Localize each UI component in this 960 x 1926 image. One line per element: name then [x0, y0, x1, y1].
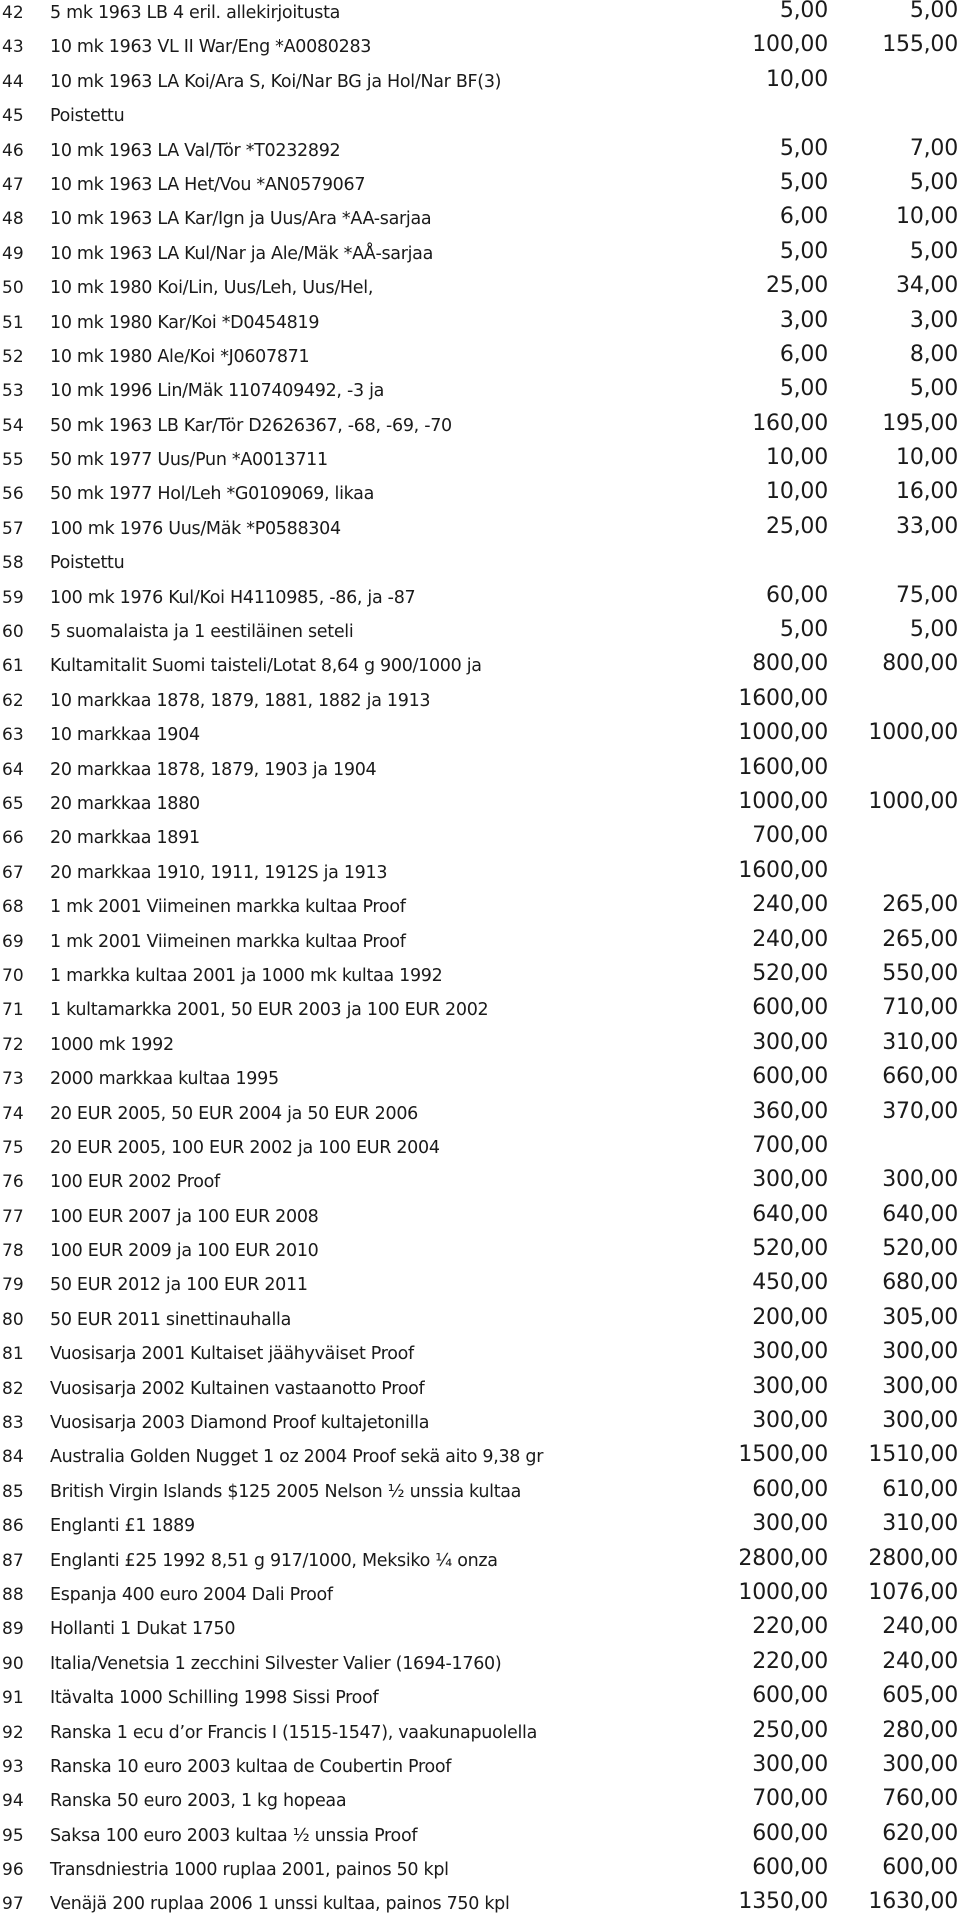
lot-estimate: 5,00: [779, 135, 828, 161]
lot-description: Australia Golden Nugget 1 oz 2004 Proof sekä aito 9,38 gr: [50, 1447, 544, 1468]
lot-estimate: 640,00: [752, 1201, 828, 1227]
table-row: [0, 34, 960, 68]
lot-description: 1 kultamarkka 2001, 50 EUR 2003 ja 100 EUR 2002: [50, 1000, 489, 1021]
lot-description: Poistettu: [50, 106, 125, 127]
lot-description: Itävalta 1000 Schilling 1998 Sissi Proof: [50, 1688, 379, 1709]
lot-estimate: 5,00: [779, 376, 828, 402]
lot-estimate: 1000,00: [738, 1579, 828, 1605]
lot-hammer-price: 300,00: [882, 1751, 958, 1777]
lot-number: 71: [2, 1000, 24, 1021]
lot-number: 77: [2, 1206, 24, 1227]
lot-hammer-price: 1076,00: [868, 1579, 958, 1605]
lot-hammer-price: 265,00: [882, 926, 958, 952]
lot-hammer-price: 300,00: [882, 1373, 958, 1399]
table-row: [0, 653, 960, 687]
lot-description: 100 EUR 2002 Proof: [50, 1172, 220, 1193]
lot-number: 97: [2, 1894, 24, 1915]
lot-description: 10 mk 1963 LA Val/Tör *T0232892: [50, 140, 341, 161]
lot-number: 96: [2, 1860, 24, 1881]
table-row: [0, 1820, 960, 1857]
lot-description: Ranska 50 euro 2003, 1 kg hopeaa: [50, 1791, 347, 1812]
lot-description: Ranska 10 euro 2003 kultaa de Coubertin Proof: [50, 1756, 452, 1777]
lot-description: 5 mk 1963 LB 4 eril. allekirjoitusta: [50, 3, 341, 23]
lot-estimate: 5,00: [779, 238, 828, 264]
lot-estimate: 1350,00: [738, 1889, 828, 1915]
lot-estimate: 6,00: [779, 204, 828, 230]
lot-number: 86: [2, 1516, 24, 1537]
lot-hammer-price: 550,00: [882, 960, 958, 986]
lot-hammer-price: 1630,00: [868, 1889, 958, 1915]
lot-number: 51: [2, 312, 24, 333]
lot-description: Transdniestria 1000 ruplaa 2001, painos 50 kpl: [50, 1860, 449, 1881]
lot-number: 54: [2, 415, 24, 436]
lot-estimate: 1600,00: [738, 754, 828, 780]
lot-hammer-price: 640,00: [882, 1201, 958, 1227]
lot-number: 50: [2, 278, 24, 299]
lot-hammer-price: 300,00: [882, 1167, 958, 1193]
lot-estimate: 800,00: [752, 651, 828, 677]
lot-hammer-price: 34,00: [896, 273, 958, 299]
lot-estimate: 220,00: [752, 1648, 828, 1674]
lot-hammer-price: 8,00: [909, 341, 958, 367]
lot-estimate: 60,00: [766, 582, 828, 608]
lot-description: 20 markkaa 1910, 1911, 1912S ja 1913: [50, 862, 388, 883]
lot-description: Ranska 1 ecu d’or Francis I (1515-1547), vaakunapuolella: [50, 1722, 538, 1743]
lot-number: 61: [2, 656, 24, 677]
lot-description: 20 markkaa 1880: [50, 793, 200, 814]
lot-hammer-price: 370,00: [882, 1098, 958, 1124]
lot-number: 67: [2, 862, 24, 883]
lot-number: 55: [2, 450, 24, 471]
lot-number: 95: [2, 1825, 24, 1846]
lot-estimate: 600,00: [752, 995, 828, 1021]
table-row: [0, 1579, 960, 1616]
table-row: [0, 788, 960, 825]
table-row: [0, 1648, 960, 1685]
lot-number: 57: [2, 518, 24, 539]
lot-number: 70: [2, 965, 24, 986]
lot-number: 94: [2, 1791, 24, 1812]
lot-hammer-price: 600,00: [882, 1855, 958, 1881]
table-row: [0, 1751, 960, 1788]
lot-estimate: 5,00: [779, 0, 828, 23]
table-row: [0, 206, 960, 240]
lot-estimate: 160,00: [752, 410, 828, 436]
lot-estimate: 450,00: [752, 1270, 828, 1296]
lot-hammer-price: 240,00: [882, 1614, 958, 1640]
lot-estimate: 300,00: [752, 1373, 828, 1399]
lot-number: 90: [2, 1653, 24, 1674]
lot-number: 65: [2, 793, 24, 814]
lot-number: 89: [2, 1619, 24, 1640]
lot-number: 83: [2, 1413, 24, 1434]
lot-estimate: 10,00: [766, 445, 828, 471]
table-row: [0, 481, 960, 515]
table-row: [0, 1304, 960, 1341]
lot-estimate: 1500,00: [738, 1442, 828, 1468]
lot-hammer-price: 10,00: [896, 204, 958, 230]
lot-estimate: 300,00: [752, 1167, 828, 1193]
lot-description: 20 EUR 2005, 100 EUR 2002 ja 100 EUR 2004: [50, 1137, 440, 1158]
lot-number: 74: [2, 1103, 24, 1124]
lot-number: 78: [2, 1241, 24, 1262]
lot-description: 1 mk 2001 Viimeinen markka kultaa Proof: [50, 931, 406, 952]
lot-estimate: 600,00: [752, 1683, 828, 1709]
lot-description: 10 markkaa 1878, 1879, 1881, 1882 ja 1913: [50, 690, 431, 711]
lot-hammer-price: 5,00: [909, 238, 958, 264]
lot-estimate: 100,00: [752, 32, 828, 58]
lot-description: British Virgin Islands $125 2005 Nelson ½ unssia kultaa: [50, 1481, 522, 1502]
lot-estimate: 200,00: [752, 1304, 828, 1330]
lot-number: 43: [2, 37, 24, 58]
table-row: [0, 1341, 960, 1375]
lot-number: 87: [2, 1550, 24, 1571]
table-row: [0, 1029, 960, 1066]
lot-hammer-price: 75,00: [896, 582, 958, 608]
lot-description: 10 mk 1980 Kar/Koi *D0454819: [50, 312, 320, 333]
lot-description: 2000 markkaa kultaa 1995: [50, 1069, 279, 1090]
lot-description: 1 markka kultaa 2001 ja 1000 mk kultaa 1992: [50, 965, 443, 986]
lot-estimate: 700,00: [752, 823, 828, 849]
lot-number: 76: [2, 1172, 24, 1193]
lot-description: 100 mk 1976 Kul/Koi H4110985, -86, ja -87: [50, 587, 416, 608]
lot-number: 79: [2, 1275, 24, 1296]
table-row: [0, 238, 960, 275]
lot-description: 1 mk 2001 Viimeinen markka kultaa Proof: [50, 897, 406, 918]
table-row: [0, 1857, 960, 1891]
lot-hammer-price: 300,00: [882, 1339, 958, 1365]
lot-description: 10 mk 1963 LA Kar/Ign ja Uus/Ara *AA-sarjaa: [50, 209, 432, 230]
lot-hammer-price: 155,00: [882, 32, 958, 58]
lot-estimate: 2800,00: [738, 1545, 828, 1571]
lot-description: 10 mk 1980 Ale/Koi *J0607871: [50, 346, 310, 367]
lot-estimate: 25,00: [766, 273, 828, 299]
lot-description: Italia/Venetsia 1 zecchini Silvester Valier (1694-1760): [50, 1653, 502, 1674]
lot-estimate: 1600,00: [738, 857, 828, 883]
lot-estimate: 700,00: [752, 1132, 828, 1158]
lot-hammer-price: 520,00: [882, 1236, 958, 1262]
lot-estimate: 1000,00: [738, 720, 828, 746]
lot-description: 50 mk 1977 Uus/Pun *A0013711: [50, 450, 328, 471]
lot-description: Vuosisarja 2002 Kultainen vastaanotto Proof: [50, 1378, 425, 1399]
lot-hammer-price: 620,00: [882, 1820, 958, 1846]
lot-description: Englanti £25 1992 8,51 g 917/1000, Meksiko ¼ onza: [50, 1550, 498, 1571]
lot-description: 10 mk 1980 Koi/Lin, Uus/Leh, Uus/Hel,: [50, 278, 374, 299]
table-row: [0, 997, 960, 1031]
lot-number: 44: [2, 71, 24, 92]
lot-description: Vuosisarja 2001 Kultaiset jäähyväiset Proof: [50, 1344, 414, 1365]
lot-estimate: 600,00: [752, 1855, 828, 1881]
lot-estimate: 240,00: [752, 926, 828, 952]
lot-number: 91: [2, 1688, 24, 1709]
table-row: [0, 1066, 960, 1100]
lot-hammer-price: 16,00: [896, 479, 958, 505]
table-row: [0, 1685, 960, 1719]
lot-number: 56: [2, 484, 24, 505]
lot-number: 48: [2, 209, 24, 230]
table-row: [0, 1891, 960, 1925]
lot-hammer-price: 10,00: [896, 445, 958, 471]
lot-hammer-price: 33,00: [896, 513, 958, 539]
lot-hammer-price: 265,00: [882, 892, 958, 918]
lot-description: Hollanti 1 Dukat 1750: [50, 1619, 236, 1640]
lot-hammer-price: 680,00: [882, 1270, 958, 1296]
lot-number: 92: [2, 1722, 24, 1743]
table-row: [0, 447, 960, 481]
table-row: [0, 722, 960, 756]
table-row: [0, 1444, 960, 1478]
lot-estimate: 600,00: [752, 1820, 828, 1846]
table-row: [0, 1545, 960, 1582]
lot-hammer-price: 5,00: [909, 169, 958, 195]
table-row: [0, 410, 960, 447]
lot-estimate: 240,00: [752, 892, 828, 918]
lot-estimate: 600,00: [752, 1476, 828, 1502]
lot-description: Kultamitalit Suomi taisteli/Lotat 8,64 g 900/1000 ja: [50, 656, 482, 677]
lot-number: 59: [2, 587, 24, 608]
table-row: [0, 926, 960, 963]
lot-hammer-price: 240,00: [882, 1648, 958, 1674]
lot-estimate: 600,00: [752, 1064, 828, 1090]
lot-description: 10 mk 1963 LA Het/Vou *AN0579067: [50, 174, 366, 195]
table-row: [0, 513, 960, 550]
lot-number: 63: [2, 725, 24, 746]
lot-hammer-price: 1000,00: [868, 788, 958, 814]
lot-description: 5 suomalaista ja 1 eestiläinen seteli: [50, 622, 354, 643]
lot-number: 58: [2, 553, 24, 574]
lot-hammer-price: 1000,00: [868, 720, 958, 746]
table-row: [0, 1616, 960, 1650]
lot-number: 82: [2, 1378, 24, 1399]
lot-hammer-price: 280,00: [882, 1717, 958, 1743]
lot-estimate: 5,00: [779, 169, 828, 195]
lot-estimate: 300,00: [752, 1339, 828, 1365]
lot-estimate: 6,00: [779, 341, 828, 367]
lot-number: 45: [2, 106, 24, 127]
lot-estimate: 3,00: [779, 307, 828, 333]
lot-number: 52: [2, 346, 24, 367]
lot-number: 84: [2, 1447, 24, 1468]
table-row: [0, 960, 960, 997]
table-row: [0, 1169, 960, 1203]
lot-description: 10 markkaa 1904: [50, 725, 200, 746]
table-row: [0, 550, 960, 584]
lot-hammer-price: 300,00: [882, 1408, 958, 1434]
lot-description: 50 EUR 2011 sinettinauhalla: [50, 1309, 292, 1330]
table-row: [0, 825, 960, 859]
lot-description: 20 EUR 2005, 50 EUR 2004 ja 50 EUR 2006: [50, 1103, 419, 1124]
lot-hammer-price: 800,00: [882, 651, 958, 677]
lot-number: 47: [2, 174, 24, 195]
lot-number: 73: [2, 1069, 24, 1090]
lot-description: 100 EUR 2009 ja 100 EUR 2010: [50, 1241, 319, 1262]
lot-estimate: 1600,00: [738, 685, 828, 711]
table-row: [0, 1373, 960, 1410]
table-row: [0, 754, 960, 791]
lot-estimate: 250,00: [752, 1717, 828, 1743]
lot-number: 85: [2, 1481, 24, 1502]
lot-description: Espanja 400 euro 2004 Dali Proof: [50, 1584, 333, 1605]
lot-number: 42: [2, 3, 24, 23]
table-row: [0, 1132, 960, 1169]
lot-description: Englanti £1 1889: [50, 1516, 195, 1537]
lot-number: 72: [2, 1034, 24, 1055]
table-row: [0, 275, 960, 309]
lot-description: 10 mk 1996 Lin/Mäk 1107409492, -3 ja: [50, 381, 385, 402]
table-row: [0, 341, 960, 378]
table-row: [0, 66, 960, 103]
lot-description: 50 EUR 2012 ja 100 EUR 2011: [50, 1275, 308, 1296]
lot-hammer-price: 310,00: [882, 1511, 958, 1537]
lot-estimate: 300,00: [752, 1029, 828, 1055]
table-row: [0, 619, 960, 653]
lot-description: 100 mk 1976 Uus/Mäk *P0588304: [50, 518, 341, 539]
lot-hammer-price: 5,00: [909, 376, 958, 402]
lot-description: 20 markkaa 1891: [50, 828, 200, 849]
lot-estimate: 300,00: [752, 1511, 828, 1537]
table-row: [0, 1513, 960, 1547]
table-row: [0, 378, 960, 412]
lot-hammer-price: 610,00: [882, 1476, 958, 1502]
lot-number: 46: [2, 140, 24, 161]
table-row: [0, 1238, 960, 1272]
table-row: [0, 169, 960, 206]
table-row: [0, 307, 960, 344]
lot-number: 62: [2, 690, 24, 711]
lot-number: 64: [2, 759, 24, 780]
lot-estimate: 300,00: [752, 1751, 828, 1777]
lot-description: 10 mk 1963 LA Kul/Nar ja Ale/Mäk *AÅ-sarjaa: [50, 243, 434, 264]
lot-hammer-price: 195,00: [882, 410, 958, 436]
lot-description: Saksa 100 euro 2003 kultaa ½ unssia Proof: [50, 1825, 418, 1846]
table-row: [0, 1201, 960, 1238]
lot-estimate: 5,00: [779, 617, 828, 643]
table-row: [0, 1272, 960, 1306]
lot-hammer-price: 3,00: [909, 307, 958, 333]
lot-estimate: 520,00: [752, 960, 828, 986]
lot-estimate: 10,00: [766, 479, 828, 505]
table-row: [0, 135, 960, 172]
lot-description: Poistettu: [50, 553, 125, 574]
lot-number: 80: [2, 1309, 24, 1330]
lot-hammer-price: 760,00: [882, 1786, 958, 1812]
table-row: [0, 582, 960, 619]
lot-description: Vuosisarja 2003 Diamond Proof kultajetonilla: [50, 1413, 430, 1434]
lot-estimate: 300,00: [752, 1408, 828, 1434]
lot-hammer-price: 605,00: [882, 1683, 958, 1709]
lot-description: 50 mk 1963 LB Kar/Tör D2626367, -68, -69, -70: [50, 415, 452, 436]
lot-hammer-price: 7,00: [909, 135, 958, 161]
lot-number: 88: [2, 1584, 24, 1605]
lot-number: 75: [2, 1137, 24, 1158]
lot-number: 93: [2, 1756, 24, 1777]
lot-estimate: 520,00: [752, 1236, 828, 1262]
lot-number: 81: [2, 1344, 24, 1365]
table-row: [0, 0, 960, 34]
table-row: [0, 1098, 960, 1135]
table-row: [0, 1410, 960, 1444]
lot-description: 100 EUR 2007 ja 100 EUR 2008: [50, 1206, 319, 1227]
lot-description: 10 mk 1963 LA Koi/Ara S, Koi/Nar BG ja Hol/Nar BF(3): [50, 71, 502, 92]
lot-estimate: 700,00: [752, 1786, 828, 1812]
lot-number: 66: [2, 828, 24, 849]
lot-number: 49: [2, 243, 24, 264]
lot-description: 20 markkaa 1878, 1879, 1903 ja 1904: [50, 759, 377, 780]
lot-description: Venäjä 200 ruplaa 2006 1 unssi kultaa, painos 750 kpl: [50, 1894, 510, 1915]
lot-hammer-price: 660,00: [882, 1064, 958, 1090]
lot-number: 53: [2, 381, 24, 402]
lot-estimate: 220,00: [752, 1614, 828, 1640]
table-row: [0, 894, 960, 928]
lot-estimate: 10,00: [766, 66, 828, 92]
lot-hammer-price: 1510,00: [868, 1442, 958, 1468]
lot-description: 1000 mk 1992: [50, 1034, 174, 1055]
lot-hammer-price: 310,00: [882, 1029, 958, 1055]
lot-hammer-price: 305,00: [882, 1304, 958, 1330]
lot-hammer-price: 710,00: [882, 995, 958, 1021]
lot-hammer-price: 5,00: [909, 617, 958, 643]
lot-description: 10 mk 1963 VL II War/Eng *A0080283: [50, 37, 372, 58]
table-row: [0, 1788, 960, 1822]
lot-estimate: 360,00: [752, 1098, 828, 1124]
lot-hammer-price: 2800,00: [868, 1545, 958, 1571]
lot-estimate: 25,00: [766, 513, 828, 539]
table-row: [0, 685, 960, 722]
lot-estimate: 1000,00: [738, 788, 828, 814]
table-row: [0, 103, 960, 137]
table-row: [0, 1717, 960, 1754]
lot-hammer-price: 5,00: [909, 0, 958, 23]
table-row: [0, 1476, 960, 1513]
lot-number: 60: [2, 622, 24, 643]
lot-description: 50 mk 1977 Hol/Leh *G0109069, likaa: [50, 484, 375, 505]
table-row: [0, 857, 960, 894]
lot-number: 68: [2, 897, 24, 918]
lot-number: 69: [2, 931, 24, 952]
